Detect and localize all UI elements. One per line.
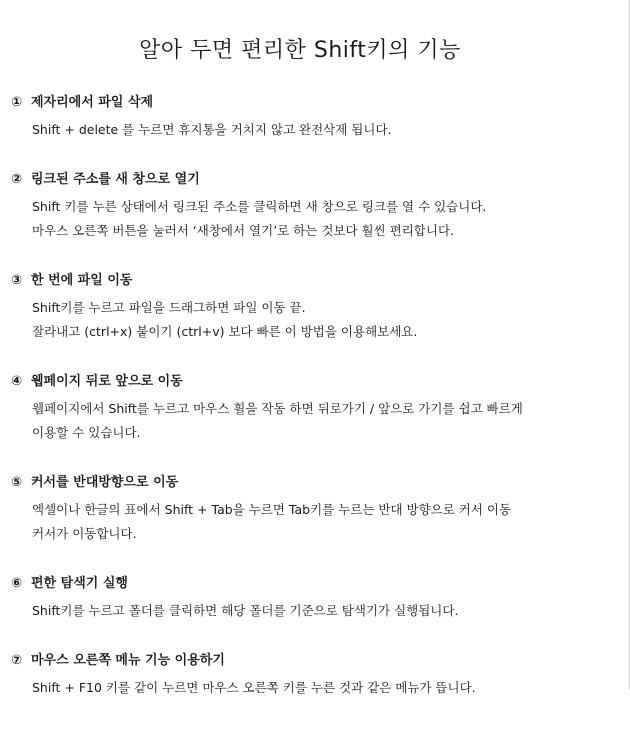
- tip-heading-text: 커서를 반대방향으로 이동: [31, 475, 179, 490]
- tip-item: [11, 575, 611, 623]
- tip-line: 마우스 오른쪽 버튼을 눌러서 ‘새창에서 열기’로 하는 것보다 훨씬 편리합니다.: [32, 223, 455, 238]
- tip-item: [11, 474, 611, 546]
- tip-heading-text: 웹페이지 뒤로 앞으로 이동: [31, 374, 183, 389]
- tip-number: ⑦: [11, 653, 23, 668]
- tip-heading: [11, 272, 611, 290]
- tip-line: Shift키를 누르고 폴더를 클릭하면 해당 폴더를 기준으로 탐색기가 실행됩니다.: [32, 603, 459, 618]
- tip-heading: [11, 474, 611, 492]
- tip-heading: [11, 94, 611, 112]
- tip-heading: [11, 575, 611, 593]
- tips-list: [11, 94, 611, 729]
- tip-number: ⑤: [11, 475, 23, 490]
- tip-line: Shift + F10 키를 같이 누르면 마우스 오른쪽 키를 누른 것과 같은 메뉴가 뜹니다.: [32, 680, 476, 695]
- tip-item: [11, 171, 611, 243]
- tip-heading: [11, 171, 611, 189]
- tip-item: [11, 94, 611, 142]
- tip-heading-text: 마우스 오른쪽 메뉴 기능 이용하기: [31, 653, 225, 668]
- tip-line: 잘라내고 (ctrl+x) 붙이기 (ctrl+v) 보다 빠른 이 방법을 이용해보세요.: [32, 324, 418, 339]
- tip-heading-text: 편한 탐색기 실행: [31, 576, 128, 591]
- tip-heading: [11, 652, 611, 670]
- tip-number: ①: [11, 95, 23, 110]
- tip-line: Shift 키를 누른 상태에서 링크된 주소를 클릭하면 새 창으로 링크를 열 수 있습니다.: [32, 199, 487, 214]
- tip-heading-text: 링크된 주소를 새 창으로 열기: [31, 172, 200, 187]
- tip-line: 엑셀이나 한글의 표에서 Shift + Tab을 누르면 Tab키를 누르는 반대 방향으로 커서 이동: [32, 502, 512, 517]
- tip-number: ②: [11, 172, 23, 187]
- tip-line: 커서가 이동합니다.: [32, 526, 137, 541]
- tip-number: ⑥: [11, 576, 23, 591]
- tip-number: ④: [11, 374, 23, 389]
- tip-line: 이용할 수 있습니다.: [32, 425, 141, 440]
- tip-heading: [11, 373, 611, 391]
- tip-line: 웹페이지에서 Shift를 누르고 마우스 휠을 작동 하면 뒤로가기 / 앞으로 가기를 쉽고 빠르게: [32, 401, 523, 416]
- page-title: 알아 두면 편리한 Shift키의 기능: [139, 38, 461, 63]
- tip-item: [11, 652, 611, 700]
- tip-line: Shift키를 누르고 파일을 드래그하면 파일 이동 끝.: [32, 300, 306, 315]
- tip-heading-text: 제자리에서 파일 삭제: [31, 95, 154, 110]
- tip-item: [11, 373, 611, 445]
- tip-item: [11, 272, 611, 344]
- tip-number: ③: [11, 273, 23, 288]
- tip-line: Shift + delete 를 누르면 휴지통을 거치지 않고 완전삭제 됩니다.: [32, 122, 392, 137]
- tip-heading-text: 한 번에 파일 이동: [31, 273, 133, 288]
